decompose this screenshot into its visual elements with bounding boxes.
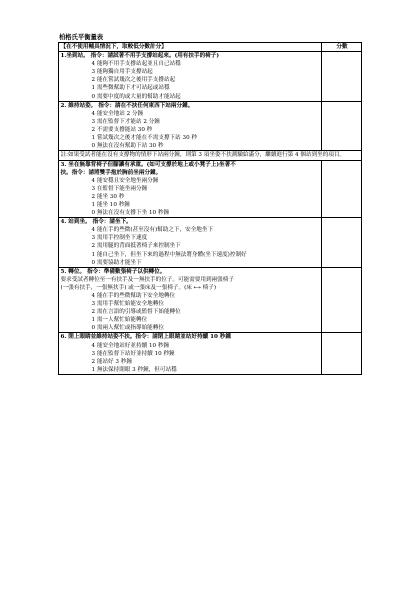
item-4-option: 3 需用手控制坐下速度	[91, 235, 148, 242]
item-4-option: 1 能自己坐下，但坐下來的過程中無法將身體(坐下速度)控制好	[91, 251, 247, 258]
table-header-row	[59, 43, 362, 52]
item-2-option: 1 嘗試幾次之後才能在不需支撐下站 30 秒	[91, 135, 198, 142]
item-1-title: 1.坐到站。 指令：請試著不用手支撐站起來。(用有扶手的椅子)	[60, 53, 220, 60]
item-4-option: 2 需用腿的背面抵著椅子來控制坐下	[91, 243, 181, 250]
instruction-header: 【在不使用輔具情況下，取較低分數計分】	[59, 43, 322, 52]
item-6-option: 3 能在監督下站好並持續 10 秒鐘	[91, 350, 175, 357]
item-5-title: 5. 轉位。 指令：準備數張椅子以供轉位。	[60, 268, 166, 275]
item-1-option: 4 能夠不用手支撐站起並且自己站穩	[91, 61, 181, 68]
score-header: 分數	[321, 43, 362, 52]
item-3-title-line: 扶。指令：請將雙手抱於胸前坐兩分鐘。	[60, 169, 162, 176]
item-4-score-cell[interactable]	[321, 218, 362, 268]
item-6-score-cell[interactable]	[321, 333, 362, 374]
note-row	[59, 151, 362, 160]
item-3-score-cell[interactable]	[321, 160, 362, 218]
item-3-option: 1 能坐 10 秒鐘	[91, 201, 130, 208]
item-4-title: 4. 站到坐。 指令：請坐下。	[60, 219, 132, 226]
note-text: 註:如果受試者能在沒有支撐物的情形下站兩分鐘，則第 3 項坐姿不扶測驗給滿分，繼續進行第 4 個站到坐的項目。	[59, 151, 362, 160]
item-6-option: 2 能站好 3 秒鐘	[91, 358, 132, 365]
item-3-option: 3 在監督下能坐兩分鐘	[91, 185, 148, 192]
item-3-option: 0 無法在沒有支撐下坐 10 秒鐘	[91, 210, 170, 217]
item-1-cell	[59, 52, 322, 102]
item-2-title: 2. 維持站姿。 指令：請在不扶任何東西下站兩分鐘。	[60, 102, 194, 109]
item-5-score-cell[interactable]	[321, 267, 362, 333]
item-1-row	[59, 52, 362, 102]
item-5-description-text: 椅子)	[202, 284, 216, 291]
item-5-option: 0 需兩人幫忙或指導始能轉位	[91, 325, 164, 332]
document-title: 柏格氏平衡量表	[59, 34, 104, 41]
item-5-description-line: 要求受試者轉位至一有扶手及一無扶手的位子。可能需要用到兩張椅子	[60, 276, 234, 283]
item-1-option: 0 需要中度的或大量的幫助才能站起	[91, 93, 181, 100]
item-6-option: 1 無法保持閉眼 3 秒鐘，但可站穩	[91, 366, 177, 373]
item-1-option: 1 需些微幫助下才可站起或站穩	[91, 85, 170, 92]
item-5-cell	[59, 267, 322, 333]
item-1-score-cell[interactable]	[321, 52, 362, 102]
item-6-title: 6. 閉上眼睛並維持站姿不扶。指令：請閉上眼睛並站好持續 10 秒鐘	[60, 334, 231, 341]
item-5-option: 4 能在手的些微幫助下安全地轉位	[91, 293, 176, 300]
item-5-description-line	[61, 284, 321, 292]
item-6-cell	[59, 333, 322, 374]
item-4-row	[59, 218, 362, 268]
item-6-row	[59, 333, 362, 374]
item-2-cell	[59, 101, 322, 151]
item-2-score-cell[interactable]	[321, 101, 362, 151]
item-4-cell	[59, 218, 322, 268]
item-5-option: 1 需一人幫忙始能轉位	[91, 317, 148, 324]
item-1-option: 3 能夠獨自用手支撐站起	[91, 69, 153, 76]
item-4-option: 4 能在手的些微(甚至沒有)幫助之下，安全地坐下	[91, 227, 214, 234]
item-3-row	[59, 160, 362, 218]
item-6-option: 4 能安全地站好並持續 10 秒鐘	[91, 342, 170, 349]
item-2-row	[59, 101, 362, 151]
item-4-option: 0 需要協助才能坐下	[91, 259, 142, 266]
item-2-option: 0 無法在沒有幫助下站 30 秒	[91, 143, 164, 150]
item-2-option: 2 不需要支撐能站 30 秒	[91, 126, 153, 133]
item-3-option: 2 能坐 30 秒	[91, 193, 125, 200]
item-5-option: 2 需在言語的引導或監督下始能轉位	[91, 309, 181, 316]
item-3-title-line: 3. 坐在無靠背椅子但腳讓有承重。(如可支撐於地上或小凳子上)坐著不	[60, 161, 236, 168]
item-5-description-text: (一張有扶手，一張無扶手) 或一張床及一張椅子。(床	[60, 284, 192, 291]
item-2-option: 4 能安全地站 2 分鐘	[91, 110, 144, 117]
item-2-option: 3 需在監督下才能站 2 分鐘	[91, 118, 160, 125]
double-arrow-icon: ⟷	[193, 284, 201, 291]
item-5-option: 3 需用手幫忙始能安全地轉位	[91, 301, 164, 308]
item-5-row	[59, 267, 362, 333]
item-3-cell	[59, 160, 322, 218]
item-1-option: 2 能在嘗試幾次之後用手支撐站起	[91, 77, 176, 84]
balance-scale-table	[58, 42, 362, 375]
item-3-option: 4 能安穩且安全地坐兩分鐘	[91, 177, 159, 184]
